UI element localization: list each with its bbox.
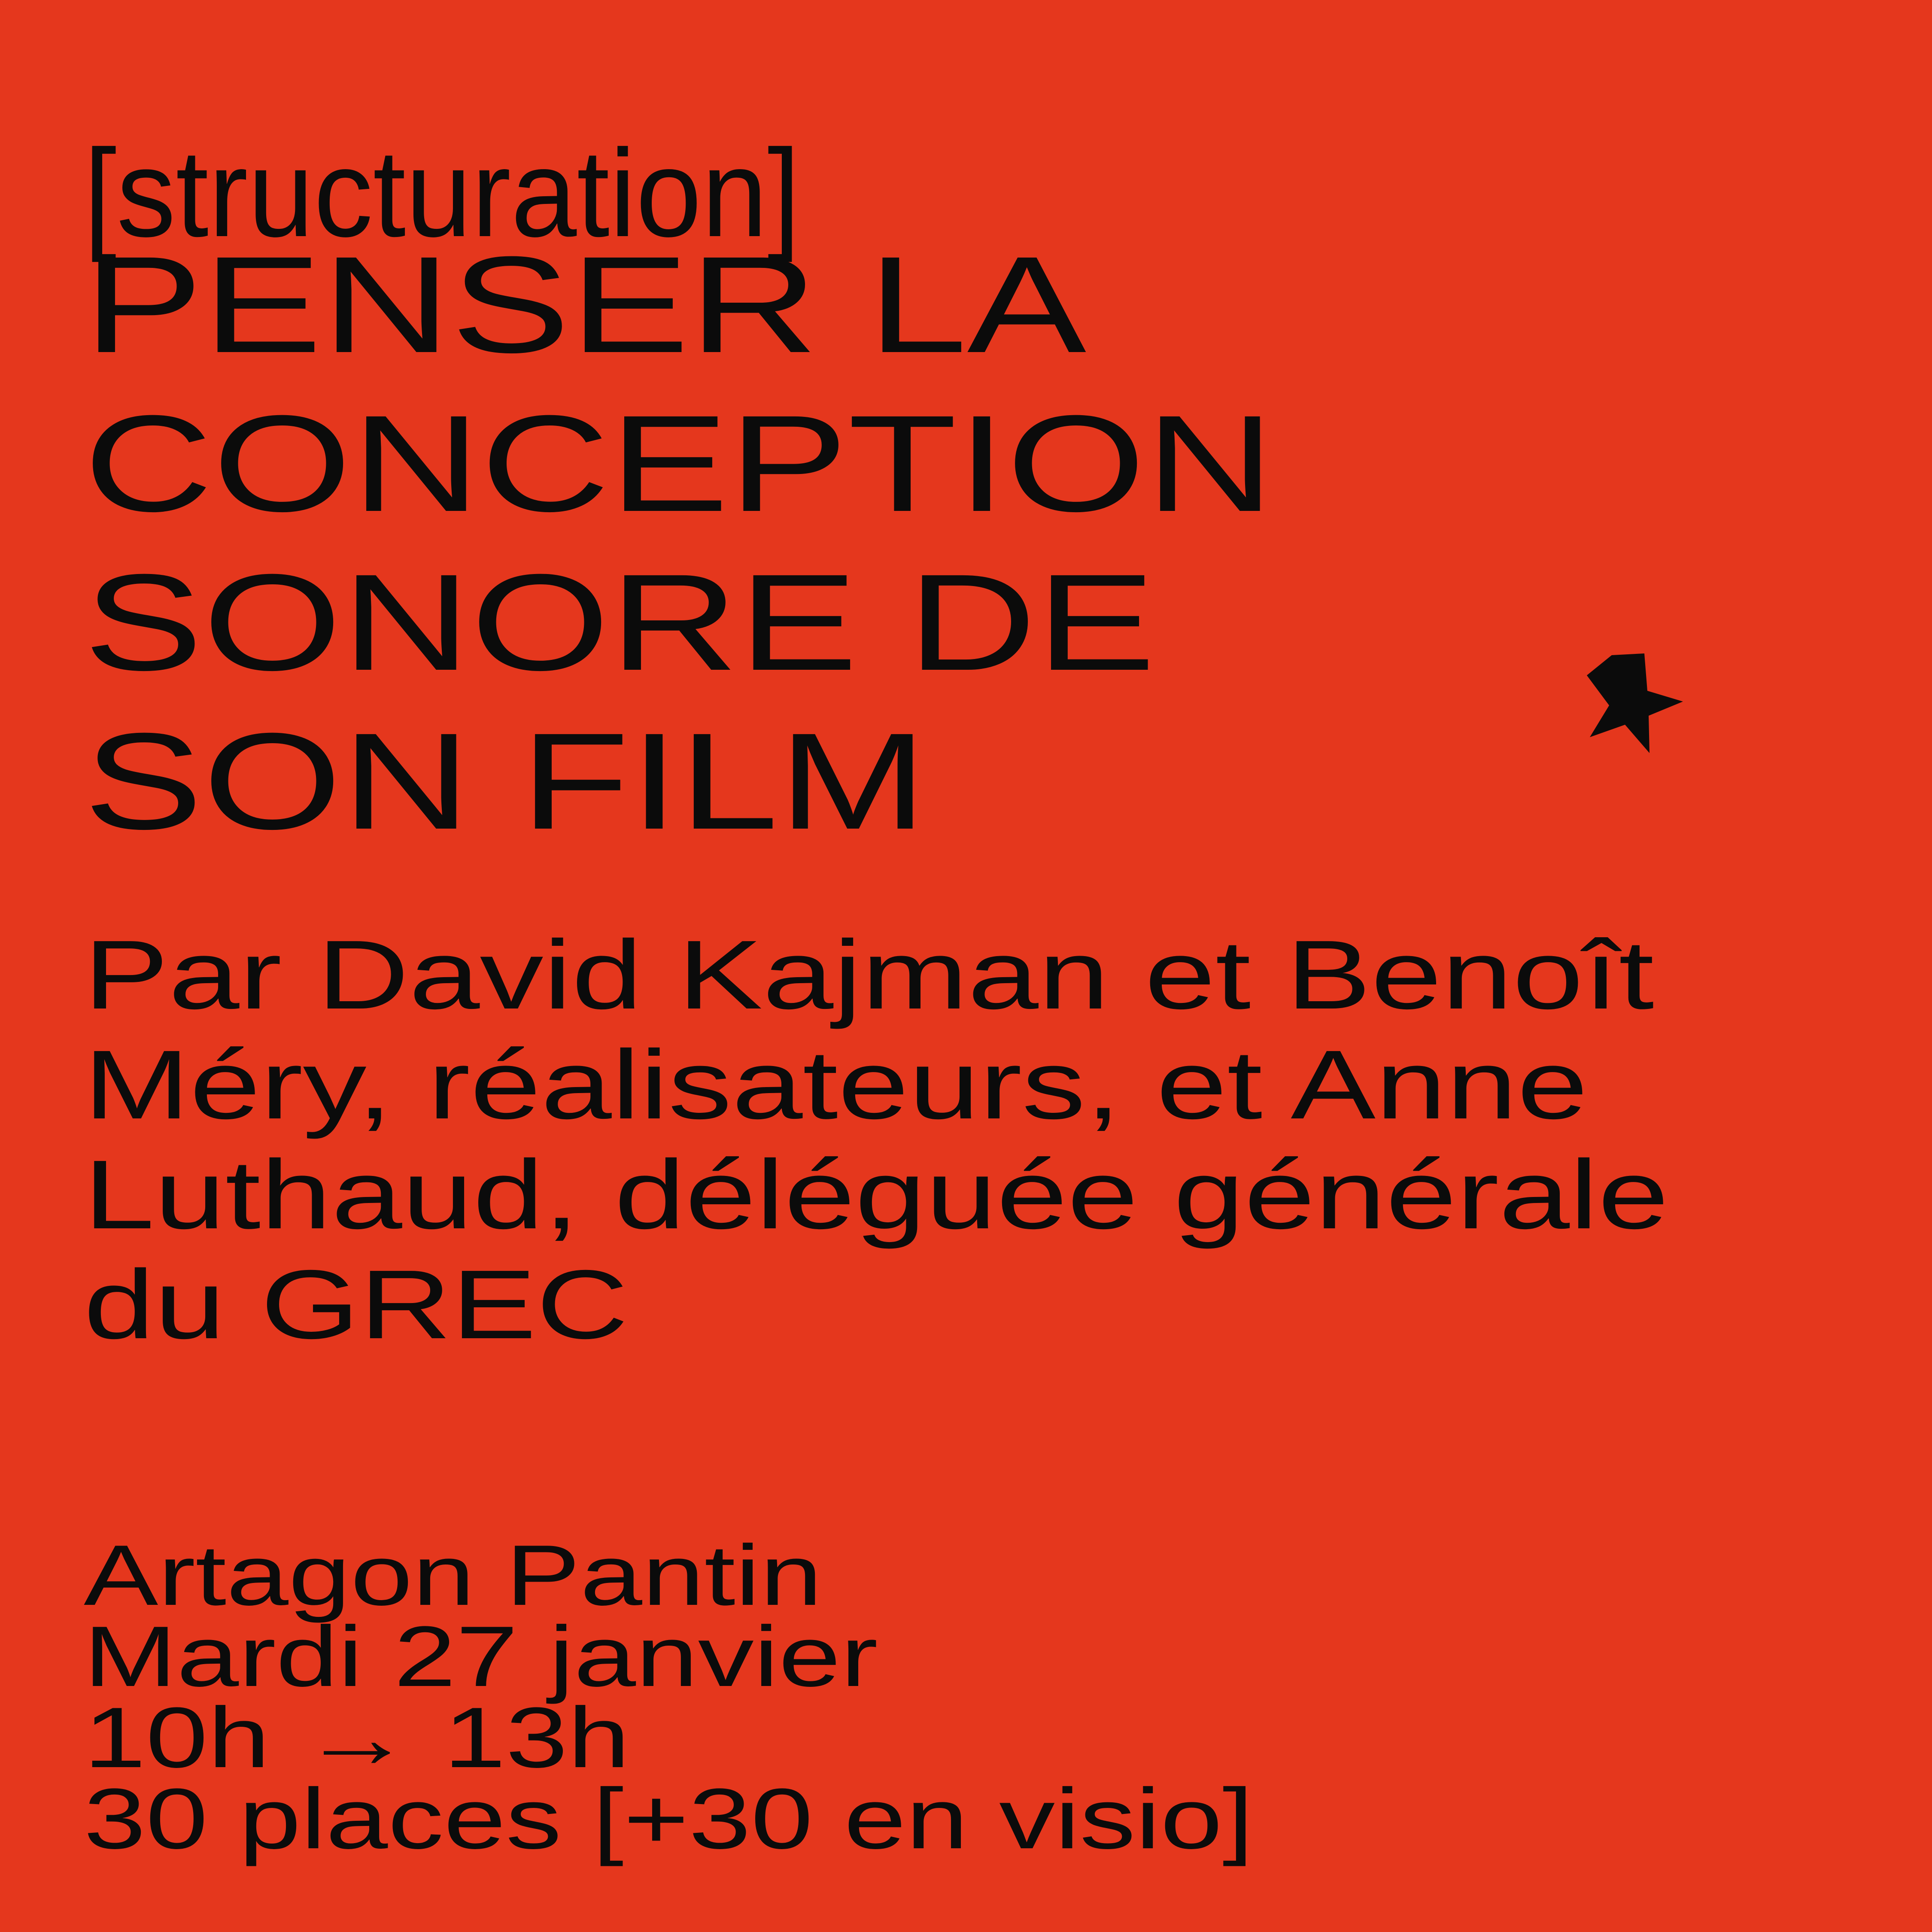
title-line-2: CONCEPTION <box>84 386 1275 540</box>
event-details <box>84 1528 1254 1867</box>
venue-text: Artagon Pantin <box>84 1528 823 1623</box>
title-line-1: PENSER LA <box>84 228 1087 381</box>
capacity-text: 30 places [+30 en visio] <box>84 1771 1254 1867</box>
page-title <box>84 225 1274 860</box>
speakers-line-3: Luthaud, déléguée générale <box>84 1140 1669 1249</box>
time-text: 10h → 13h <box>84 1690 630 1786</box>
title-line-4: SON FILM <box>84 704 927 858</box>
speakers-line-2: Méry, réalisateurs, et Anne <box>84 1030 1588 1139</box>
speakers-line-4: du GREC <box>84 1250 629 1359</box>
speakers-text <box>84 920 1669 1360</box>
title-line-3: SONORE DE <box>84 545 1156 699</box>
tagline: [structuration] <box>84 124 801 263</box>
speakers-line-1: Par David Kajman et Benoît <box>84 920 1654 1030</box>
date-text: Mardi 27 janvier <box>84 1609 878 1704</box>
